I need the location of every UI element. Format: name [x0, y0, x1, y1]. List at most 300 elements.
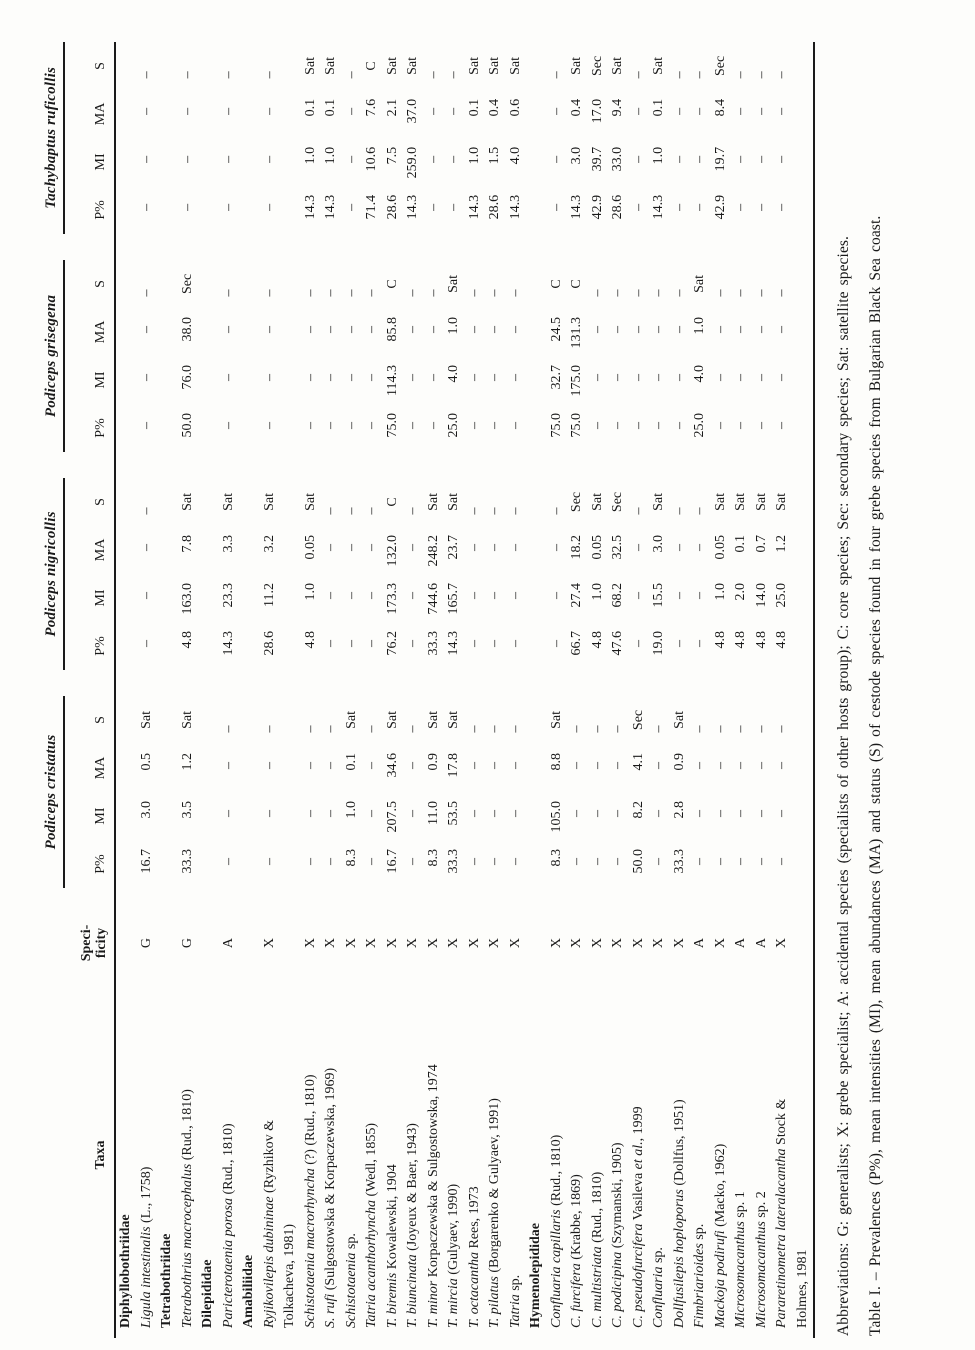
taxon-name-part: (L., 1758): [138, 1166, 154, 1227]
taxon-name-part: T. biuncinata: [405, 1254, 420, 1328]
status-cell: –: [610, 725, 625, 733]
group-gap: [588, 452, 609, 478]
value-cell: [239, 574, 260, 622]
group-gap: [506, 234, 527, 260]
value-cell: [526, 138, 547, 186]
species-row: [178, 42, 199, 1338]
value-cell: 28.6: [610, 194, 625, 220]
value-cell: –: [405, 810, 420, 817]
value-cell: 3.0: [569, 146, 584, 165]
value-cell: 39.7: [589, 146, 605, 172]
status-cell: –: [774, 725, 789, 733]
taxon-name-part: (Wedl, 1855): [364, 1123, 379, 1201]
status-cell: –: [405, 725, 420, 733]
group-gap: [383, 670, 404, 696]
group-gap: [30, 234, 64, 260]
group-gap: [342, 670, 363, 696]
value-cell: 34.6: [384, 753, 400, 778]
value-cell: [239, 356, 260, 404]
value-cell: 68.2: [610, 582, 625, 608]
group-gap: [260, 452, 301, 478]
value-cell: –: [343, 639, 359, 647]
subheader-p-percent: P%: [64, 840, 115, 888]
value-cell: 11.0: [425, 801, 441, 825]
taxon-name-part: Tatria acanthorhyncha: [364, 1200, 379, 1328]
value-cell: 47.6: [610, 630, 625, 656]
value-cell: [526, 792, 547, 840]
status-cell: Sat: [651, 493, 666, 511]
value-cell: 259.0: [405, 146, 420, 179]
status-cell: –: [343, 71, 359, 79]
value-cell: –: [548, 107, 564, 115]
taxon-name-part: Kowalewski, 1904: [384, 1164, 400, 1273]
taxon-name-part: Ligula intestinalis: [138, 1226, 154, 1328]
value-cell: –: [507, 762, 523, 769]
value-cell: –: [220, 107, 236, 115]
taxon-name: Pararetinometra lateralacantha Stock & Holmes, 1981: [774, 1098, 810, 1328]
value-cell: 24.5: [548, 316, 564, 342]
value-cell: –: [774, 325, 789, 333]
value-cell: 50.0: [630, 849, 646, 874]
specificity-value: X: [302, 937, 318, 949]
taxon-name: [567, 972, 588, 1338]
group-gap: [219, 234, 240, 260]
status-cell: Sat: [179, 493, 195, 511]
value-cell: –: [712, 373, 728, 381]
value-cell: –: [651, 421, 666, 429]
value-cell: –: [753, 810, 769, 817]
group-gap: [178, 452, 199, 478]
family-row: [239, 42, 260, 1338]
value-cell: –: [671, 373, 687, 381]
status-cell: Sat: [753, 493, 769, 511]
value-cell: 75.0: [569, 412, 584, 438]
value-cell: –: [507, 543, 523, 551]
value-cell: –: [753, 421, 769, 429]
value-cell: –: [507, 858, 523, 865]
specificity-value: X: [446, 937, 461, 949]
taxon-name: Ryjikovilepis dubininae (Ryzhikov & Tolkacheva, 1981): [261, 1120, 297, 1328]
group-gap: [198, 452, 219, 478]
status-cell: –: [302, 289, 318, 297]
value-cell: –: [671, 639, 687, 647]
value-cell: 3.3: [220, 534, 236, 553]
value-cell: 4.8: [774, 630, 789, 649]
status-cell: [115, 696, 137, 744]
status-cell: –: [671, 289, 687, 297]
value-cell: –: [343, 421, 359, 429]
taxon-name-part: (Borgarenko & Gulyaev, 1991): [487, 1098, 502, 1277]
subheader-mi: MI: [64, 792, 115, 840]
value-cell: –: [692, 591, 707, 599]
taxon-name-part: sp. 2: [753, 1191, 769, 1222]
taxon-name-part: , 1999: [630, 1106, 646, 1142]
value-cell: –: [671, 421, 687, 429]
value-cell: –: [712, 810, 728, 817]
value-cell: [157, 792, 178, 840]
value-cell: –: [466, 639, 482, 647]
group-gap: [629, 452, 650, 478]
value-cell: [239, 744, 260, 792]
value-cell: –: [323, 543, 338, 551]
taxon-name-part: Korpaczewska & Sulgostowska, 1974: [425, 1064, 441, 1281]
status-cell: Sec: [569, 491, 584, 513]
table-caption: Table I. – Prevalences (P%), mean intensities (MI), mean abundances (MA) and status (S) of cestode species found in four grebe species from Bulgarian Black Sea coast.: [867, 215, 884, 1336]
taxon-name: [424, 972, 445, 1338]
status-cell: [239, 260, 260, 308]
specificity-value: X: [487, 937, 502, 949]
value-cell: –: [671, 155, 687, 163]
value-cell: –: [323, 762, 338, 769]
taxa-header-spacer: [30, 972, 64, 1338]
value-cell: 3.5: [179, 801, 195, 819]
taxon-name-part: (Krabbe, 1869): [569, 1174, 584, 1264]
species-row: [711, 42, 732, 1338]
value-cell: [115, 744, 137, 792]
value-cell: 10.6: [364, 146, 379, 172]
value-cell: [157, 840, 178, 888]
value-cell: 17.8: [446, 753, 461, 778]
status-cell: –: [138, 289, 154, 297]
value-cell: 28.6: [384, 194, 400, 220]
value-cell: [157, 308, 178, 356]
value-cell: –: [138, 543, 154, 551]
subcolumn-header-row: [64, 42, 115, 1338]
taxon-name-part: Tetrabothrius macrocephalus: [179, 1163, 195, 1328]
group-gap: [649, 888, 670, 914]
value-cell: –: [261, 107, 277, 115]
species-row: [567, 42, 588, 1338]
status-cell: Sat: [651, 56, 666, 75]
value-cell: –: [753, 762, 769, 769]
taxon-name: [690, 972, 711, 1338]
status-cell: Sat: [384, 56, 400, 75]
value-cell: [198, 792, 219, 840]
value-cell: [115, 90, 137, 138]
taxon-name-part: sp.: [651, 1247, 666, 1267]
group-gap: [629, 888, 650, 914]
value-cell: –: [343, 543, 359, 551]
value-cell: –: [466, 858, 482, 865]
value-cell: 1.0: [302, 146, 318, 165]
group-gap: [157, 452, 178, 478]
value-cell: –: [774, 373, 789, 381]
group-gap: [526, 234, 547, 260]
group-gap: [239, 670, 260, 696]
group-gap: [629, 670, 650, 696]
group-gap: [219, 670, 240, 696]
value-cell: [239, 840, 260, 888]
status-cell: Sat: [425, 711, 441, 729]
group-gap: [239, 452, 260, 478]
subheader-mi: MI: [64, 356, 115, 404]
value-cell: –: [630, 325, 646, 333]
group-gap: [301, 888, 322, 914]
status-cell: –: [179, 71, 195, 79]
group-gap: [485, 452, 506, 478]
value-cell: –: [220, 858, 236, 865]
value-cell: 163.0: [179, 582, 195, 615]
value-cell: –: [610, 762, 625, 769]
value-cell: 0.9: [425, 753, 441, 771]
status-cell: [239, 42, 260, 90]
value-cell: 0.05: [712, 534, 728, 560]
abbreviations-note: Abbreviations: G: generalists; X: grebe specialist; A: accidental species (specialists of other hosts group); C: core species; Sec: secondary species; Sat: satellite species.: [835, 235, 852, 1336]
species-row: [383, 42, 404, 1338]
status-cell: –: [630, 507, 646, 515]
status-cell: Sat: [138, 711, 154, 729]
group-gap: [588, 888, 609, 914]
status-cell: Sat: [446, 711, 461, 729]
taxon-name-part: (Rud., 1810): [179, 1089, 195, 1164]
value-cell: –: [446, 107, 461, 115]
value-cell: 16.7: [138, 849, 154, 874]
status-cell: –: [753, 71, 769, 79]
group-gap: [362, 670, 383, 696]
value-cell: [115, 356, 137, 404]
status-cell: Sat: [446, 493, 461, 511]
value-cell: [526, 308, 547, 356]
value-cell: –: [405, 639, 420, 647]
group-gap: [465, 234, 486, 260]
species-row: [362, 42, 383, 1338]
value-cell: [239, 792, 260, 840]
value-cell: 3.0: [651, 534, 666, 553]
taxon-name: [301, 972, 322, 1338]
value-cell: –: [548, 639, 564, 647]
value-cell: 0.1: [466, 98, 482, 117]
family-name: Tetrabothriidae: [159, 1233, 174, 1328]
value-cell: –: [220, 421, 236, 429]
value-cell: 0.9: [671, 753, 687, 771]
value-cell: –: [671, 325, 687, 333]
value-cell: –: [487, 421, 502, 429]
taxon-name-part: S. rufi: [323, 1293, 338, 1328]
group-gap: [465, 888, 486, 914]
status-cell: –: [138, 507, 154, 515]
subheader-ma: MA: [64, 90, 115, 138]
group-gap: [30, 452, 64, 478]
status-cell: Sec: [610, 491, 625, 513]
taxon-name-part: T. minor: [425, 1280, 441, 1328]
specificity-value: X: [589, 937, 605, 949]
value-cell: –: [138, 107, 154, 115]
value-cell: –: [364, 810, 379, 817]
value-cell: [198, 622, 219, 670]
value-cell: –: [753, 155, 769, 163]
value-cell: –: [179, 155, 195, 163]
group-gap: [444, 234, 465, 260]
status-cell: –: [343, 507, 359, 515]
status-cell: –: [692, 507, 707, 515]
status-cell: –: [446, 71, 461, 79]
value-cell: –: [753, 325, 769, 333]
taxon-name-part: (Ryzhikov &: [261, 1120, 277, 1197]
value-cell: –: [446, 155, 461, 163]
value-cell: 32.5: [610, 534, 625, 560]
value-cell: –: [610, 373, 625, 381]
specificity-value: A: [753, 937, 769, 949]
status-cell: –: [466, 725, 482, 733]
status-cell: –: [323, 289, 338, 297]
group-gap: [690, 670, 711, 696]
value-cell: –: [138, 203, 154, 211]
status-cell: Sat: [220, 493, 236, 511]
status-cell: [239, 478, 260, 526]
value-cell: –: [692, 639, 707, 647]
value-cell: 0.1: [651, 98, 666, 117]
status-cell: Sat: [774, 493, 789, 511]
value-cell: 248.2: [425, 534, 441, 567]
status-cell: –: [302, 725, 318, 733]
value-cell: –: [692, 155, 707, 163]
status-cell: –: [753, 289, 769, 297]
status-cell: Sec: [630, 709, 646, 731]
value-cell: 14.3: [323, 194, 338, 220]
value-cell: [239, 404, 260, 452]
group-gap: [321, 888, 342, 914]
status-cell: –: [220, 71, 236, 79]
value-cell: 0.4: [569, 98, 584, 117]
value-cell: 3.2: [261, 534, 277, 553]
value-cell: 0.5: [138, 753, 154, 771]
status-cell: –: [487, 289, 502, 297]
value-cell: –: [425, 325, 441, 333]
value-cell: –: [466, 421, 482, 429]
value-cell: –: [302, 810, 318, 817]
value-cell: –: [425, 203, 441, 211]
group-gap: [115, 670, 137, 696]
group-gap: [629, 234, 650, 260]
host-species-header-row: [30, 42, 64, 1338]
value-cell: –: [774, 107, 789, 115]
value-cell: [526, 744, 547, 792]
status-cell: –: [733, 725, 748, 733]
group-gap: [608, 888, 629, 914]
value-cell: 0.1: [343, 753, 359, 771]
value-cell: –: [507, 591, 523, 599]
value-cell: [526, 840, 547, 888]
value-cell: 4.8: [589, 630, 605, 649]
status-cell: [198, 42, 219, 90]
value-cell: –: [323, 639, 338, 647]
specificity-value: G: [138, 937, 154, 949]
value-cell: –: [692, 858, 707, 865]
species-row: [424, 42, 445, 1338]
taxon-name-part: Pararetinometra lateralacantha: [774, 1148, 789, 1328]
value-cell: –: [507, 639, 523, 647]
species-row: [772, 42, 814, 1338]
status-cell: Sat: [487, 56, 502, 75]
status-cell: –: [610, 289, 625, 297]
value-cell: –: [302, 762, 318, 769]
status-cell: [157, 260, 178, 308]
status-cell: [115, 260, 137, 308]
cestode-prevalence-table: [30, 42, 815, 1338]
status-cell: –: [774, 289, 789, 297]
group-gap: [485, 670, 506, 696]
value-cell: –: [179, 203, 195, 211]
taxon-name: [670, 972, 691, 1338]
taxon-name-part: Schistotaenia: [343, 1252, 359, 1328]
value-cell: –: [138, 639, 154, 647]
value-cell: –: [589, 373, 605, 381]
value-cell: [157, 404, 178, 452]
group-gap: [198, 670, 219, 696]
value-cell: [239, 308, 260, 356]
species-row: [752, 42, 773, 1338]
value-cell: –: [138, 591, 154, 599]
value-cell: –: [487, 543, 502, 551]
taxon-name-part: T. mircia: [446, 1278, 461, 1328]
value-cell: 1.0: [343, 801, 359, 819]
value-cell: [157, 744, 178, 792]
value-cell: 14.3: [446, 630, 461, 656]
status-cell: [115, 478, 137, 526]
value-cell: –: [261, 421, 277, 429]
status-cell: Sat: [425, 493, 441, 511]
status-cell: –: [589, 725, 605, 733]
taxa-column-header: Taxa: [64, 972, 115, 1338]
status-cell: –: [712, 289, 728, 297]
group-header-podiceps-grisegena: Podiceps grisegena: [30, 260, 64, 452]
value-cell: –: [302, 373, 318, 381]
value-cell: 1.2: [179, 753, 195, 771]
specificity-value: [198, 914, 219, 972]
value-cell: 14.3: [651, 194, 666, 220]
value-cell: –: [425, 373, 441, 381]
value-cell: [239, 186, 260, 234]
taxon-name-part: sp.: [692, 1223, 707, 1244]
group-gap: [485, 234, 506, 260]
value-cell: [115, 308, 137, 356]
value-cell: 1.0: [323, 146, 338, 165]
value-cell: –: [425, 421, 441, 429]
value-cell: –: [487, 591, 502, 599]
group-gap: [362, 234, 383, 260]
value-cell: –: [220, 373, 236, 381]
value-cell: –: [487, 639, 502, 647]
value-cell: –: [569, 762, 584, 769]
taxon-name: [711, 972, 732, 1338]
taxon-name: [178, 972, 199, 1338]
species-row: [485, 42, 506, 1338]
value-cell: –: [733, 107, 748, 115]
group-gap: [772, 888, 814, 914]
taxon-name-part: Ryjikovilepis dubininae: [261, 1196, 277, 1328]
value-cell: –: [651, 373, 666, 381]
group-gap: [567, 888, 588, 914]
group-gap: [711, 452, 732, 478]
status-cell: Sat: [466, 56, 482, 75]
family-row: [198, 42, 219, 1338]
value-cell: –: [733, 155, 748, 163]
value-cell: 0.4: [487, 98, 502, 117]
value-cell: –: [651, 858, 666, 865]
taxon-name-part: sp.: [507, 1274, 523, 1295]
value-cell: [198, 186, 219, 234]
value-cell: 105.0: [548, 801, 564, 833]
value-cell: 114.3: [384, 364, 400, 396]
status-cell: –: [507, 725, 523, 733]
value-cell: –: [630, 591, 646, 599]
group-gap: [588, 670, 609, 696]
group-gap: [506, 452, 527, 478]
specificity-value: X: [425, 937, 441, 949]
group-gap: [772, 670, 814, 696]
value-cell: –: [651, 325, 666, 333]
status-cell: Sat: [589, 493, 605, 511]
